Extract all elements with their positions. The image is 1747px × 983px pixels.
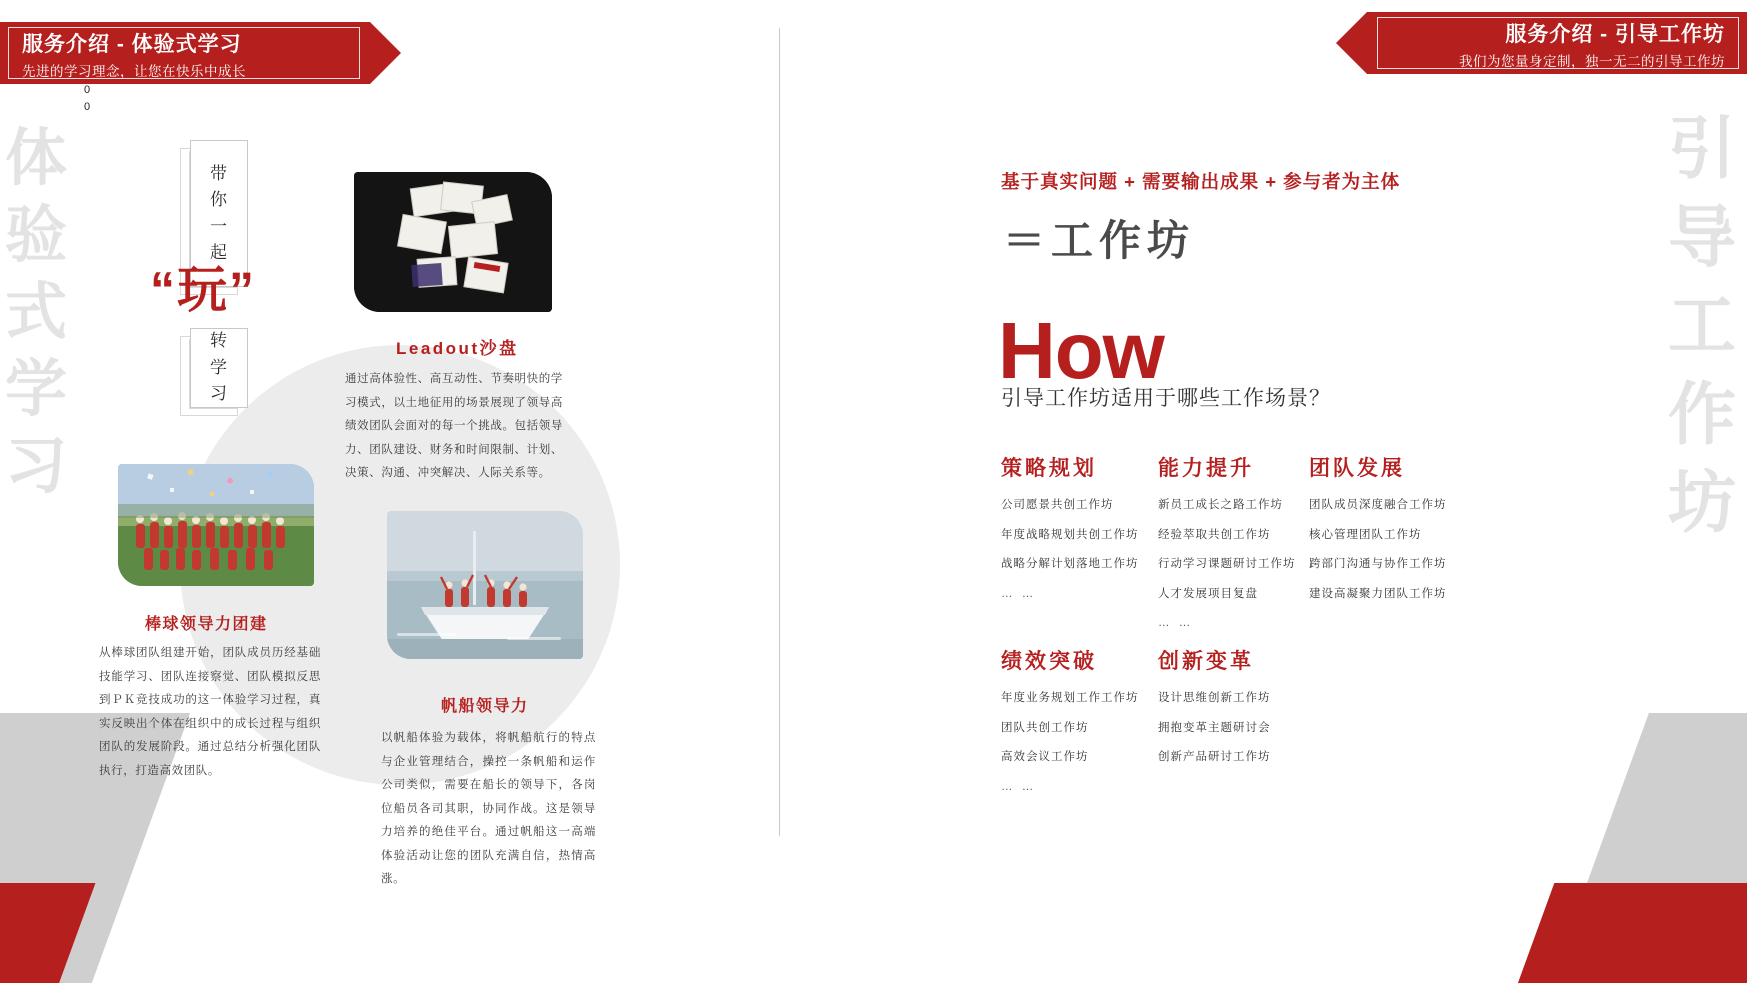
workshop-formula: 基于真实问题 + 需要输出成果 + 参与者为主体 [1001,171,1401,192]
column-item: 团队成员深度融合工作坊 [1309,499,1447,511]
left-page-subtitle: 先进的学习理念，让您在快乐中成长 [22,64,246,79]
column-item: 公司愿景共创工作坊 [1001,499,1114,511]
right-watermark-char-4: 坊 [1667,465,1738,542]
how-headline: How [998,306,1164,395]
right-page-title: 服务介绍 - 引导工作坊 [1505,23,1725,46]
left-watermark-char-4: 习 [4,432,69,502]
right-watermark-char-1: 导 [1667,199,1738,276]
right-page [873,0,1747,983]
right-watermark [1661,111,1745,561]
column-item: 高效会议工作坊 [1001,751,1089,763]
vbox2-char-2: 习 [210,384,228,404]
vbox2-char-0: 转 [210,331,228,351]
card-body-sailing: 以帆船体验为载体，将帆船航行的特点与企业管理结合，操控一条帆船和运作公司类似，需要在船长的领导下，各岗位船员各司其职，协同作战。这是领导力培养的绝佳平台。通过帆船这一高端体验活动让您的团队充满自信，热情高涨。 [381,732,596,886]
vbox1-char-0: 带 [210,163,228,183]
vbox1-char-2: 一 [210,216,228,236]
left-page-marks: 0 0 [84,84,91,113]
vertical-box-2 [190,328,248,408]
right-watermark-char-0: 引 [1667,111,1738,187]
baseball-teambuilding-photo [118,464,314,586]
column-item-ellipsis: … … [1001,780,1037,793]
right-watermark-char-2: 工 [1667,288,1738,365]
column-head-strategy: 策略规划 [1001,457,1097,480]
vbox1-char-3: 起 [210,242,228,262]
scenario-column-strategy [1001,452,1181,618]
column-item: 设计思维创新工作坊 [1158,692,1271,704]
vbox1-char-1: 你 [210,190,228,210]
scenario-column-innovation [1158,645,1348,782]
left-watermark-char-2: 式 [4,278,69,348]
column-item-ellipsis: … … [1001,587,1037,600]
sandtable-illustration [354,172,552,312]
left-page-title: 服务介绍 - 体验式学习 [22,33,242,56]
how-subtitle: 引导工作坊适用于哪些工作场景？ [1001,387,1331,410]
card-title-baseball: 棒球领导力团建 [145,616,268,633]
right-diagonal-red-shape [1460,883,1747,983]
column-item: 行动学习课题研讨工作坊 [1158,558,1296,570]
card-body-sandtable: 通过高体验性、高互动性、节奏明快的学习模式，以土地征用的场景展现了领导高绩效团队会面对的每一个挑战。包括领导力、团队建设、财务和时间限制、计划、决策、沟通、冲突解决、人际关系等。 [345,373,563,480]
teambuilding-illustration [118,464,314,586]
column-item: 跨部门沟通与协作工作坊 [1309,558,1447,570]
column-head-performance: 绩效突破 [1001,650,1097,673]
column-item-ellipsis: … … [1158,617,1194,629]
column-item: 创新产品研讨工作坊 [1158,751,1271,763]
card-body-baseball: 从棒球团队组建开始，团队成员历经基础技能学习、团队连接察觉、团队模拟反思到ＰＫ竞技成功的这一体验学习过程，真实反映出个体在组织中的成长过程与组织团队的发展阶段。通过总结分析强化团队执行，打造高效团队。 [99,647,321,777]
column-item: 拥抱变革主题研讨会 [1158,721,1271,734]
leadout-sandtable-photo [354,172,552,312]
right-watermark-char-3: 作 [1667,376,1738,453]
card-title-sandtable: Leadout沙盘 [396,339,519,358]
right-page-subtitle: 我们为您量身定制，独一无二的引导工作坊 [1459,54,1725,69]
column-item: 战略分解计划落地工作坊 [1001,558,1139,570]
column-item: 年度战略规划共创工作坊 [1001,528,1139,541]
column-item: 人才发展项目复盘 [1158,587,1258,600]
vbox2-char-1: 学 [210,357,228,377]
left-page [0,0,873,983]
column-item: 年度业务规划工作工作坊 [1001,692,1139,704]
page-divider [779,28,780,836]
scenario-column-performance [1001,645,1181,811]
workshop-formula-result: ＝工作坊 [1003,217,1196,264]
column-item: 团队共创工作坊 [1001,721,1089,734]
sailing-illustration [387,511,583,659]
column-head-capability: 能力提升 [1158,457,1254,480]
play-word: “玩” [150,262,256,318]
column-item: 建设高凝聚力团队工作坊 [1309,587,1447,600]
column-head-innovation: 创新变革 [1158,650,1254,673]
column-item: 核心管理团队工作坊 [1309,528,1422,541]
left-watermark-char-1: 验 [4,201,69,271]
left-watermark-char-0: 体 [4,124,69,193]
scenario-column-team [1309,452,1499,618]
column-item: 经验萃取共创工作坊 [1158,528,1271,541]
left-watermark-char-3: 学 [4,355,69,425]
left-watermark [2,124,72,515]
card-title-sailing: 帆船领导力 [441,698,529,715]
column-head-team: 团队发展 [1309,457,1405,480]
sailing-leadership-photo [387,511,583,659]
column-item: 新员工成长之路工作坊 [1158,499,1283,511]
